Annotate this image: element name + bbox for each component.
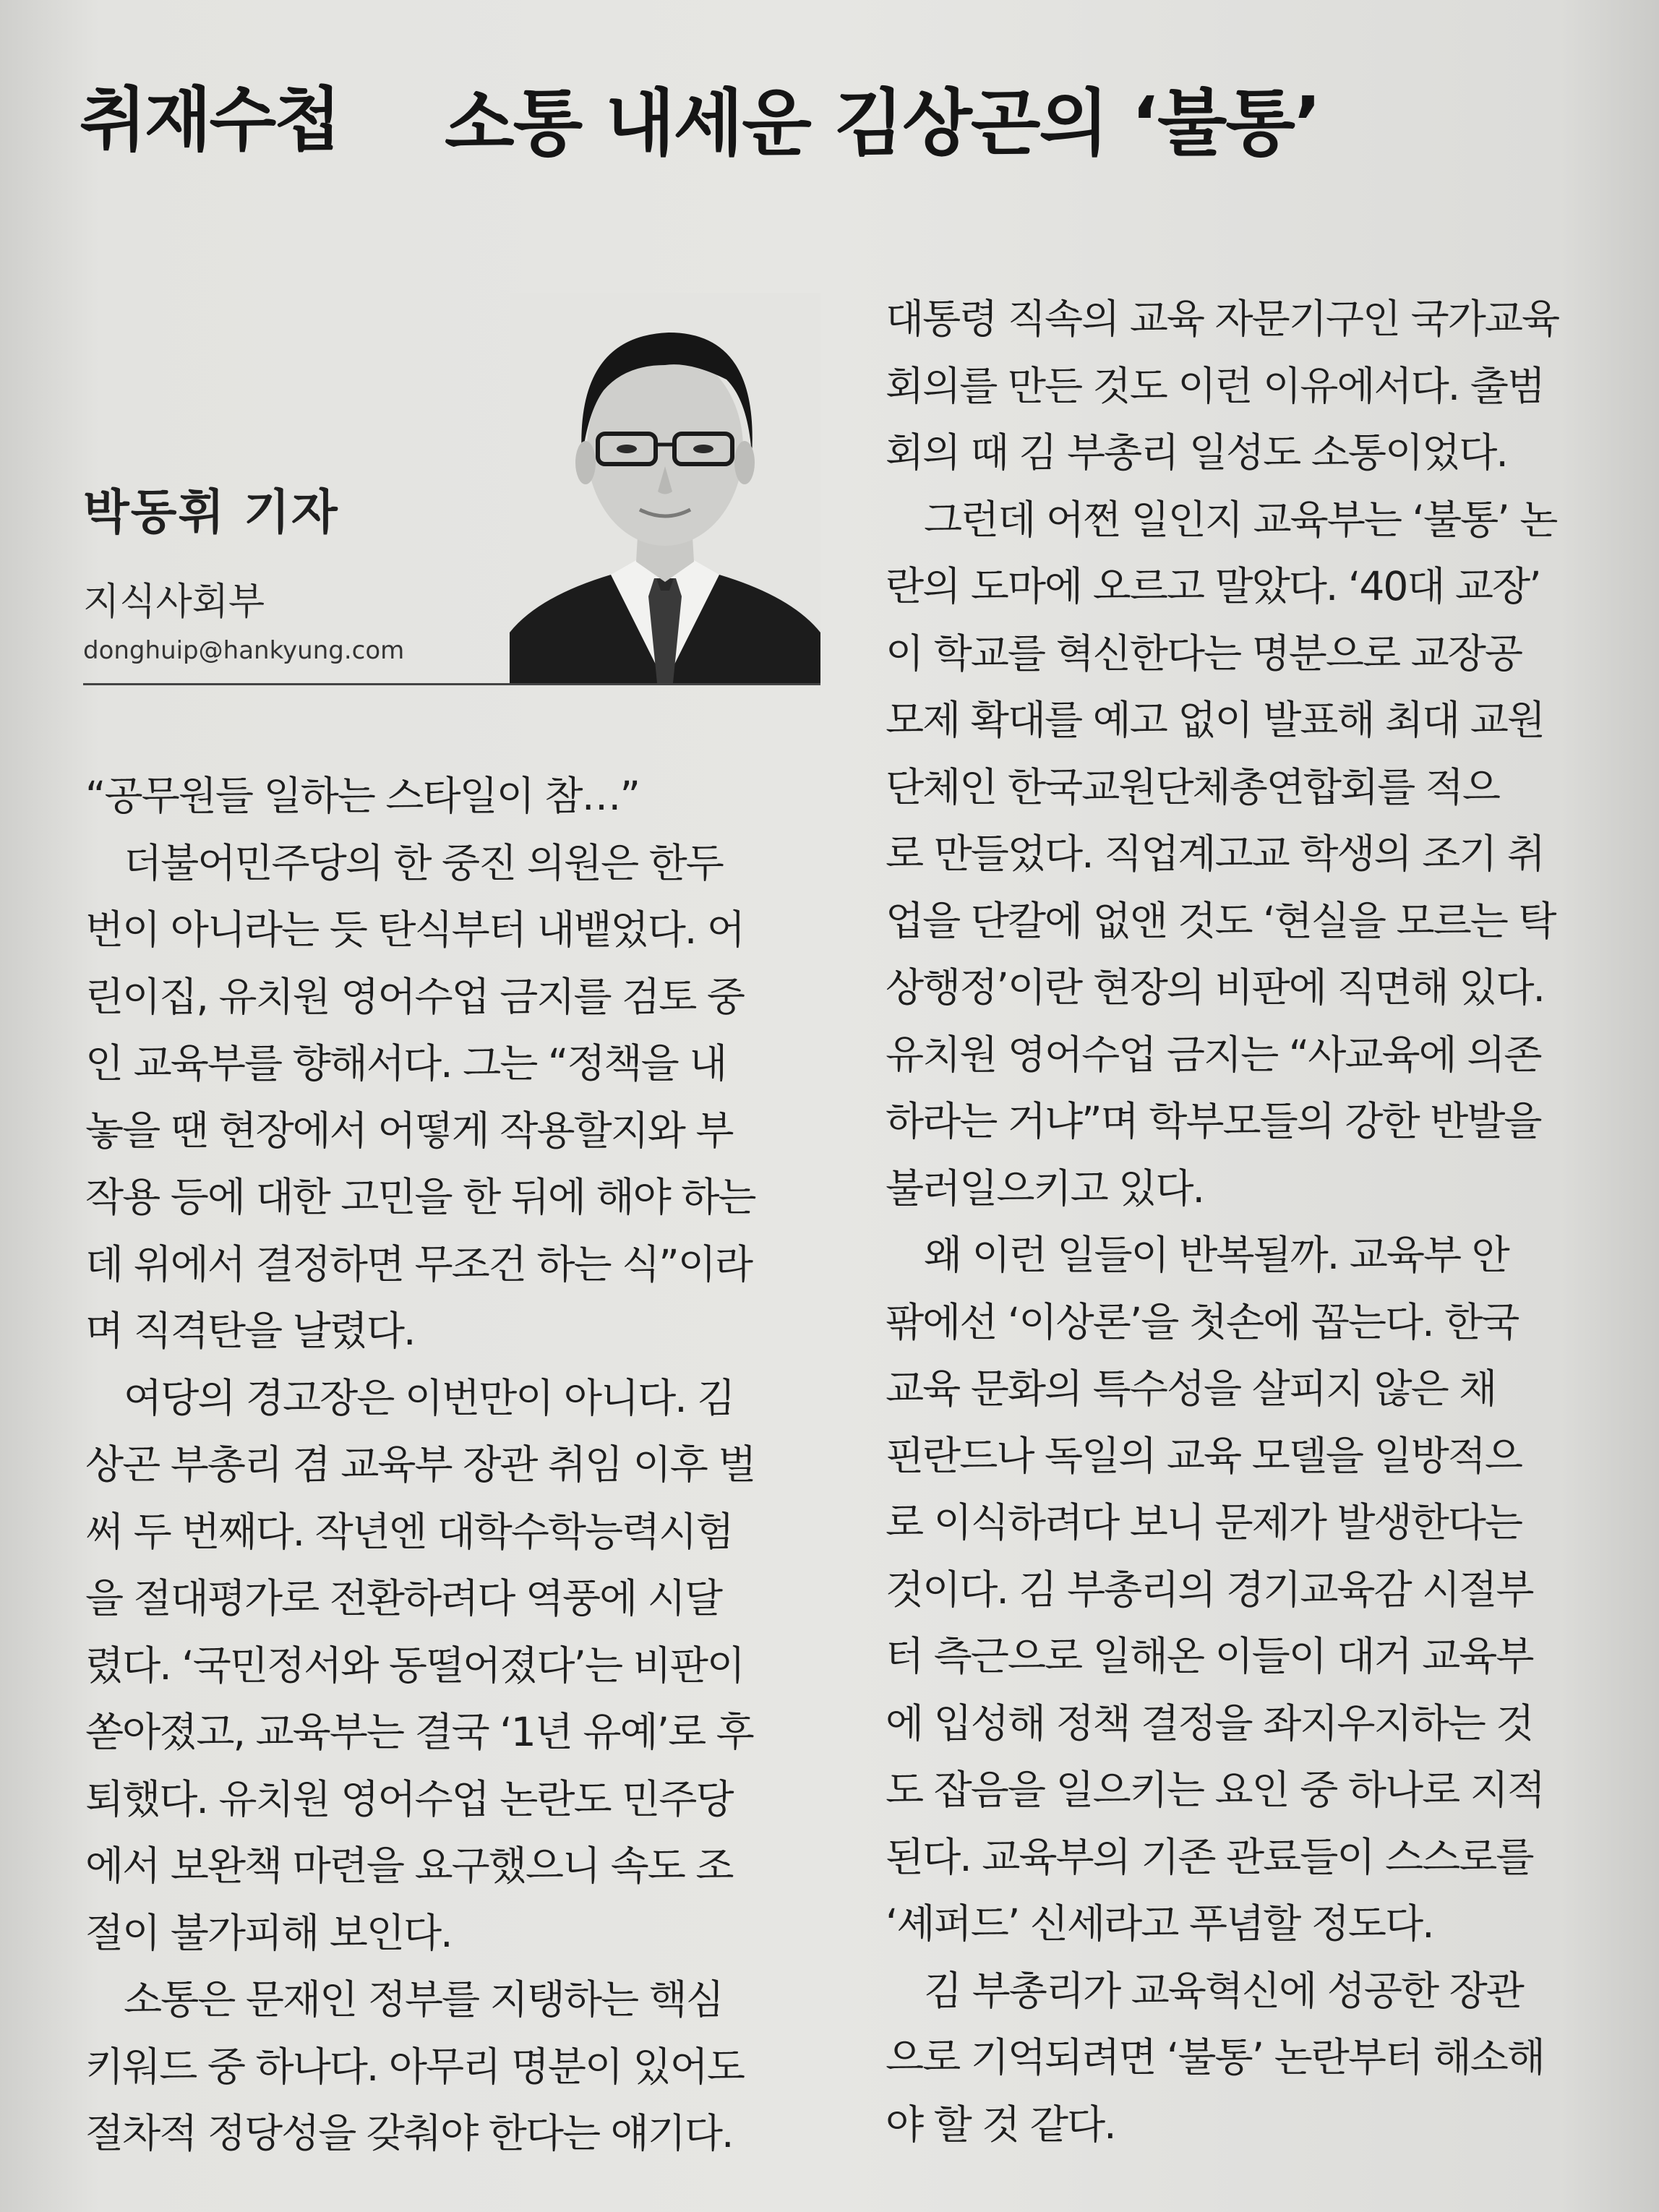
text-line: 도 잡음을 일으키는 요인 중 하나로 지적 bbox=[886, 1767, 1544, 1813]
text-line: 핀란드나 독일의 교육 모델을 일방적으 bbox=[886, 1432, 1522, 1479]
text-line: 키워드 중 하나다. 아무리 명분이 있어도 bbox=[85, 2043, 744, 2090]
headline: 소통 내세운 김상곤의 ‘불통’ bbox=[445, 81, 1321, 166]
text-line: 이 학교를 혁신한다는 명분으로 교장공 bbox=[886, 630, 1522, 677]
reporter-email: donghuip@hankyung.com bbox=[83, 636, 405, 665]
text-line: 상곤 부총리 겸 교육부 장관 취임 이후 벌 bbox=[85, 1441, 755, 1488]
text-line: 놓을 땐 현장에서 어떻게 작용할지와 부 bbox=[85, 1107, 733, 1154]
text-line: 업을 단칼에 없앤 것도 ‘현실을 모르는 탁 bbox=[886, 897, 1556, 944]
text-line: 된다. 교육부의 기존 관료들이 스스로를 bbox=[886, 1833, 1533, 1880]
text-line: 김 부총리가 교육혁신에 성공한 장관 bbox=[886, 1967, 1523, 2014]
text-line: 절이 불가피해 보인다. bbox=[85, 1909, 452, 1956]
text-line: 불러일으키고 있다. bbox=[886, 1165, 1204, 1212]
text-line: 회의 때 김 부총리 일성도 소통이었다. bbox=[886, 429, 1507, 476]
reporter-department: 지식사회부 bbox=[83, 580, 265, 624]
text-line: 작용 등에 대한 고민을 한 뒤에 해야 하는 bbox=[85, 1174, 755, 1220]
text-line: 을 절대평가로 전환하려다 역풍에 시달 bbox=[85, 1575, 722, 1621]
text-line: 절차적 정당성을 갖춰야 한다는 얘기다. bbox=[85, 2110, 733, 2156]
text-line: 하라는 거냐”며 학부모들의 강한 반발을 bbox=[886, 1098, 1541, 1144]
text-line: 렸다. ‘국민정서와 동떨어졌다’는 비판이 bbox=[85, 1642, 744, 1689]
text-line: 번이 아니라는 듯 탄식부터 내뱉었다. 어 bbox=[85, 906, 744, 953]
text-line: 쏟아졌고, 교육부는 결국 ‘1년 유예’로 후 bbox=[85, 1709, 753, 1755]
text-line: 팎에선 ‘이상론’을 첫손에 꼽는다. 한국 bbox=[886, 1298, 1519, 1345]
column-kicker: 취재수첩 bbox=[80, 80, 339, 160]
byline-divider bbox=[83, 683, 820, 685]
text-line: 그런데 어쩐 일인지 교육부는 ‘불통’ 논 bbox=[886, 496, 1557, 543]
text-line: 소통은 문재인 정부를 지탱하는 핵심 bbox=[85, 1976, 723, 2023]
text-line: 모제 확대를 예고 없이 발표해 최대 교원 bbox=[886, 697, 1544, 743]
text-line: 에 입성해 정책 결정을 좌지우지하는 것 bbox=[886, 1699, 1533, 1746]
text-line: 써 두 번째다. 작년엔 대학수학능력시험 bbox=[85, 1508, 733, 1555]
text-line: 교육 문화의 특수성을 살피지 않은 채 bbox=[886, 1366, 1496, 1412]
text-line: 단체인 한국교원단체총연합회를 적으 bbox=[886, 763, 1500, 810]
text-line: 여당의 경고장은 이번만이 아니다. 김 bbox=[85, 1374, 734, 1421]
article-header bbox=[80, 51, 1598, 166]
text-line: 린이집, 유치원 영어수업 금지를 검토 중 bbox=[85, 973, 744, 1020]
text-line: 왜 이런 일들이 반복될까. 교육부 안 bbox=[886, 1232, 1509, 1278]
text-line: 상행정’이란 현장의 비판에 직면해 있다. bbox=[886, 964, 1544, 1011]
text-line: 며 직격탄을 날렸다. bbox=[85, 1308, 415, 1354]
reporter-photo bbox=[510, 293, 820, 683]
text-line: 유치원 영어수업 금지는 “사교육에 의존 bbox=[886, 1031, 1541, 1078]
text-line: 인 교육부를 향해서다. 그는 “정책을 내 bbox=[85, 1040, 726, 1086]
text-line: ‘셰퍼드’ 신세라고 푸념할 정도다. bbox=[886, 1900, 1433, 1947]
text-line: 에서 보완책 마련을 요구했으니 속도 조 bbox=[85, 1843, 733, 1889]
text-line: 회의를 만든 것도 이런 이유에서다. 출범 bbox=[886, 362, 1544, 409]
text-line: 더불어민주당의 한 중진 의원은 한두 bbox=[85, 839, 723, 886]
text-line: 으로 기억되려면 ‘불통’ 논란부터 해소해 bbox=[886, 2034, 1544, 2080]
reporter-name: 박동휘 기자 bbox=[83, 484, 339, 540]
article-column-left bbox=[85, 763, 830, 2167]
text-line: 야 할 것 같다. bbox=[886, 2101, 1115, 2148]
text-line: 대통령 직속의 교육 자문기구인 국가교육 bbox=[886, 296, 1559, 342]
text-line: 터 측근으로 일해온 이들이 대거 교육부 bbox=[886, 1633, 1533, 1679]
article-column-right bbox=[886, 286, 1634, 2158]
text-line: 란의 도마에 오르고 말았다. ‘40대 교장’ bbox=[886, 563, 1540, 609]
text-line: “공무원들 일하는 스타일이 참…” bbox=[85, 773, 639, 819]
text-line: 로 이식하려다 보니 문제가 발생한다는 bbox=[886, 1499, 1522, 1546]
text-line: 퇴했다. 유치원 영어수업 논란도 민주당 bbox=[85, 1775, 733, 1822]
text-line: 것이다. 김 부총리의 경기교육감 시절부 bbox=[886, 1566, 1533, 1613]
text-line: 로 만들었다. 직업계고교 학생의 조기 취 bbox=[886, 831, 1544, 877]
text-line: 데 위에서 결정하면 무조건 하는 식”이라 bbox=[85, 1240, 752, 1287]
